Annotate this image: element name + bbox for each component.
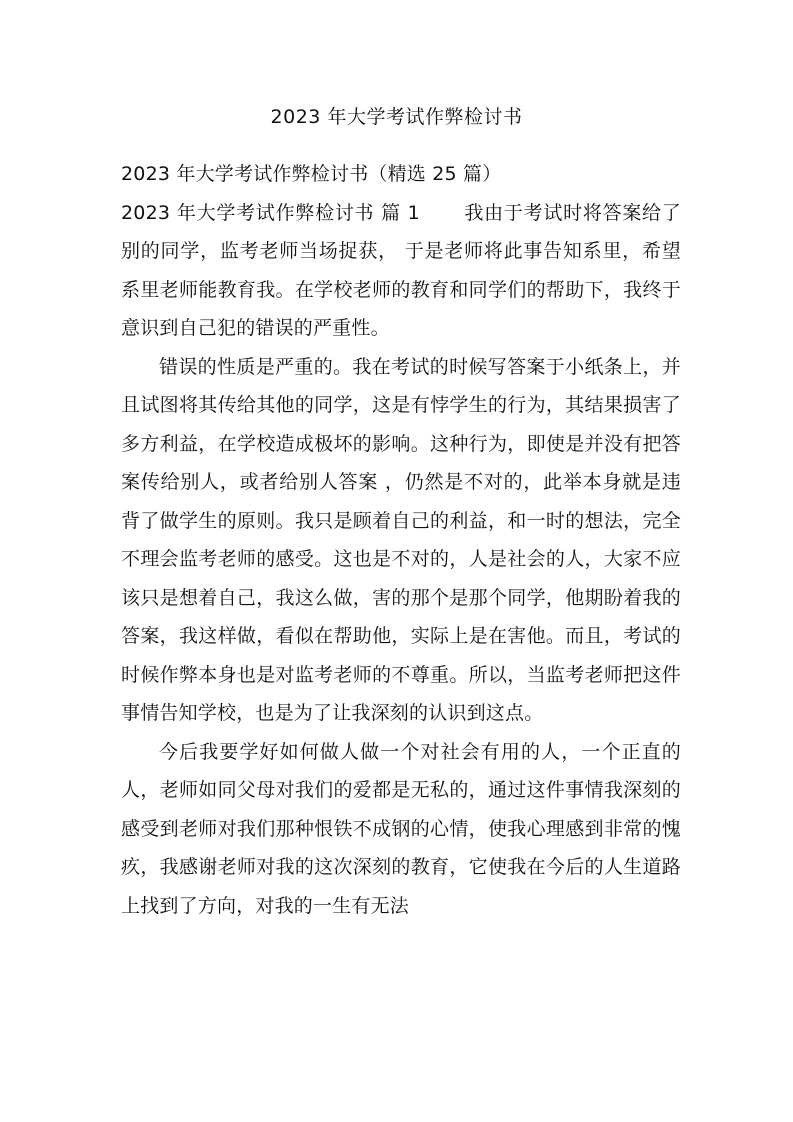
paragraph-2: 错误的性质是严重的。我在考试的时候写答案于小纸条上，并且试图将其传给其他的同学，这是有悖学生的行为，其结果损害了多方利益，在学校造成极坏的影响。这种行为，即使是并没有把答案传给别人，或者给别人答案 ，仍然是不对的，此举本身就是违背了做学生的原则。我只是顾着自己的利益，和一时的想法，完全不理会监考老师的感受。这也是不对的，人是社会的人，大家不应该只是想着自己，我这么做，害的那个是那个同学，他期盼着我的答案，我这样做，看似在帮助他，实际上是在害他。而且，考试的时候作弊本身也是对监考老师的不尊重。所以，当监考老师把这件事情告知学校，也是为了让我深刻的认识到这点。 [121, 355, 681, 724]
document-body [121, 155, 681, 925]
section-heading: 2023 年大学考试作弊检讨书 篇 1 [121, 201, 420, 224]
paragraph-1 [121, 194, 681, 348]
paragraph-1-text: 我由于考试时将答案给了别的同学，监考老师当场捉获， 于是老师将此事告知系里，希望系里老师能教育我。在学校老师的教育和同学们的帮助下，我终于意识到自己犯的错误的严重性。 [121, 201, 681, 339]
paragraph-3: 今后我要学好如何做人做一个对社会有用的人，一个正直的人，老师如同父母对我们的爱都是无私的，通过这件事情我深刻的感受到老师对我们那种恨铁不成钢的心情，使我心理感到非常的愧疚，我感谢老师对我的这次深刻的教育，它使我在今后的人生道路上找到了方向，对我的一生有无法 [121, 740, 681, 917]
document-title: 2023 年大学考试作弊检讨书 [270, 106, 523, 128]
document-subtitle: 2023 年大学考试作弊检讨书（精选 25 篇） [121, 163, 502, 185]
